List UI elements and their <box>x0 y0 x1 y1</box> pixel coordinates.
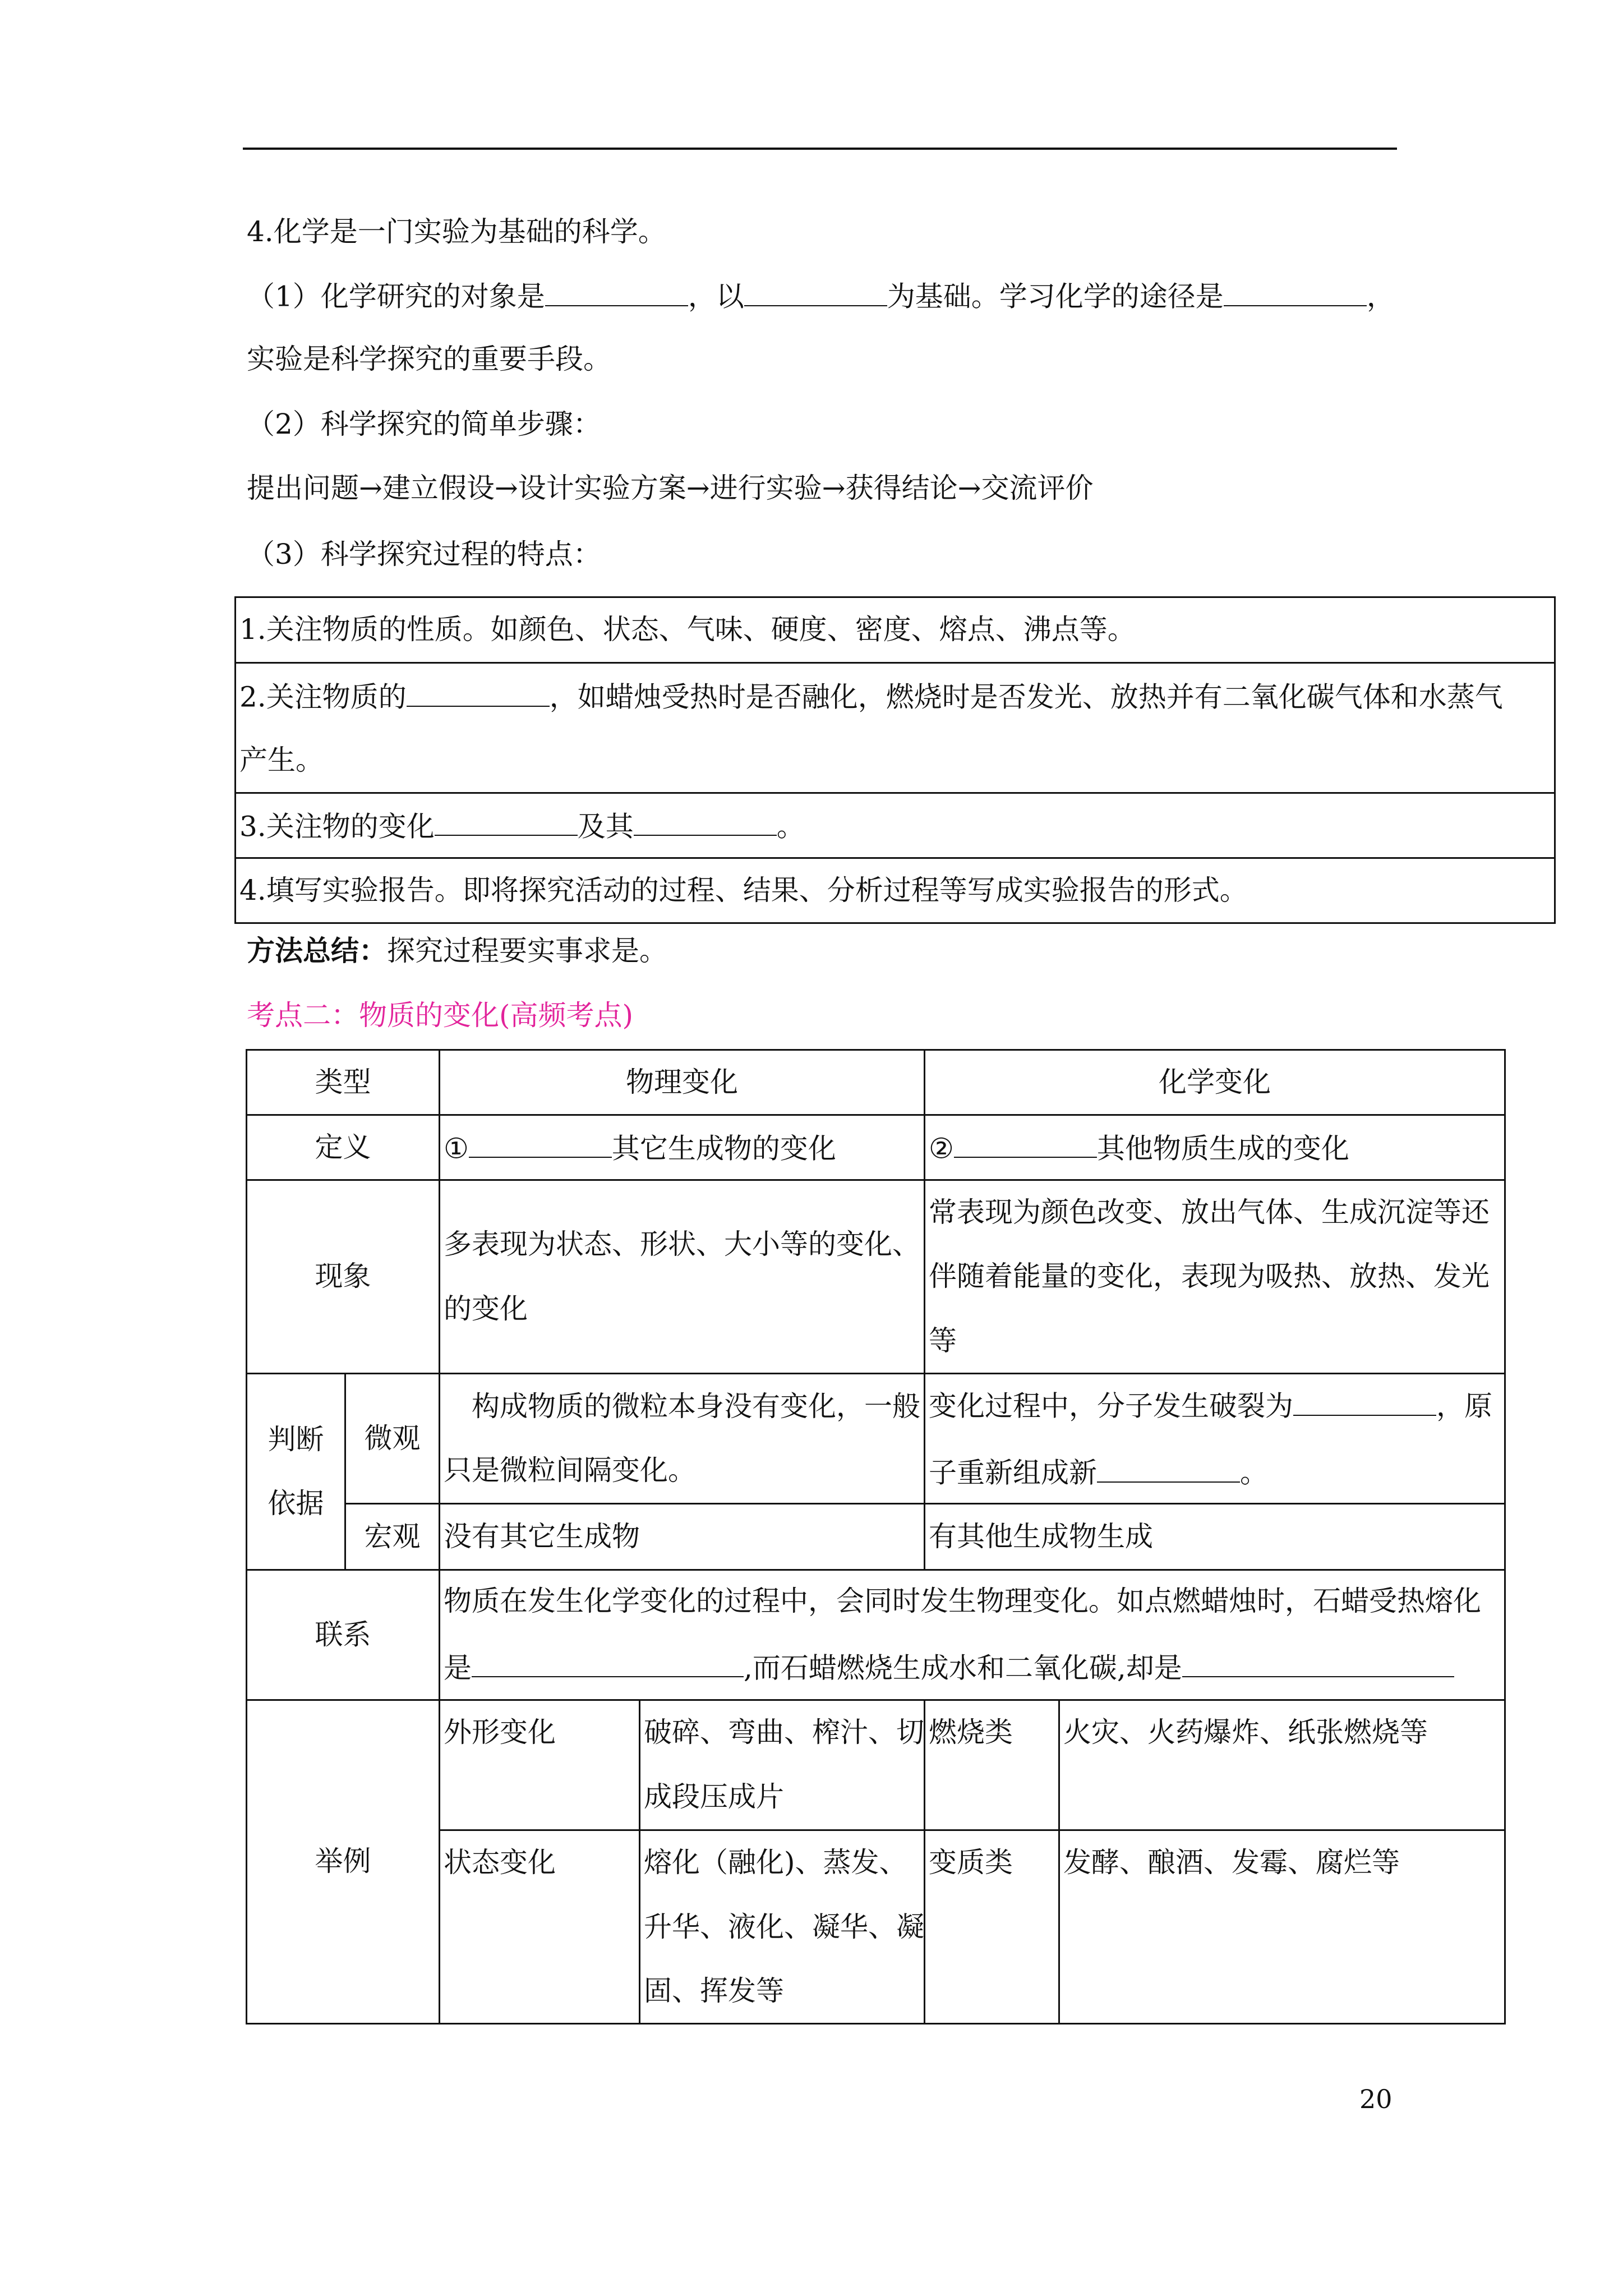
cell-line: 常表现为颜色改变、放出气体、生成沉淀等还 <box>929 1195 1490 1228</box>
text-span: 其他物质生成的变化 <box>1096 1132 1349 1165</box>
table-row <box>236 858 1555 923</box>
phenomenon-chemical <box>925 1180 1505 1374</box>
header-type: 类型 <box>247 1050 440 1115</box>
table-row <box>247 1504 1505 1570</box>
relation-label: 联系 <box>247 1570 440 1700</box>
micro-physical <box>440 1374 925 1504</box>
relation-text <box>440 1570 1505 1700</box>
intro-heading: 4.化学是一门实验为基础的科学。 <box>247 215 666 248</box>
features-table <box>234 596 1556 924</box>
macro-chemical: 有其他生成物生成 <box>925 1504 1505 1570</box>
blank-line <box>435 808 578 836</box>
blank-line <box>1182 1650 1454 1678</box>
blank-line <box>1224 278 1367 306</box>
micro-label: 微观 <box>345 1374 440 1504</box>
macro-physical: 没有其它生成物 <box>440 1504 925 1570</box>
definition-label: 定义 <box>247 1115 440 1180</box>
table-row <box>247 1570 1505 1700</box>
table-row <box>236 663 1555 793</box>
cell-line: 伴随着能量的变化，表现为吸热、放热、发光 <box>929 1260 1490 1293</box>
text-span: 为基础。学习化学的途径是 <box>887 280 1224 313</box>
intro-line-3: 实验是科学探究的重要手段。 <box>247 343 611 375</box>
blank-line <box>744 278 887 306</box>
example-burn-label: 燃烧类 <box>925 1700 1059 1830</box>
blank-line <box>1097 1455 1240 1483</box>
blank-line <box>469 1130 612 1158</box>
example-shape-label: 外形变化 <box>440 1700 640 1830</box>
change-table <box>246 1049 1506 2024</box>
table-row <box>247 1115 1505 1180</box>
table-row <box>247 1050 1505 1115</box>
cell-line: 破碎、弯曲、榨汁、切 <box>644 1716 924 1749</box>
cell-line: 依据 <box>268 1487 324 1520</box>
basis-label <box>247 1374 345 1570</box>
phenomenon-label: 现象 <box>247 1180 440 1374</box>
example-deterioration-text: 发酵、酿酒、发霉、腐烂等 <box>1059 1830 1505 2024</box>
example-state-label: 状态变化 <box>440 1830 640 2024</box>
text-span: ，如蜡烛受热时是否融化，燃烧时是否发光、放热并有二氧化碳气体和水蒸气 <box>549 680 1503 714</box>
text-span: 。 <box>776 810 805 843</box>
blank-line <box>1293 1388 1436 1416</box>
definition-physical <box>440 1115 925 1180</box>
cell-line <box>929 1455 1501 1489</box>
blank-line <box>472 1650 744 1678</box>
text-span: 。 <box>1240 1456 1268 1489</box>
text-span: 3.关注物的变化 <box>239 810 435 843</box>
text-span: ，以 <box>688 280 744 313</box>
table-row <box>236 793 1555 858</box>
cell-line <box>239 679 1551 714</box>
text-span: ,而石蜡燃烧生成水和二氧化碳,却是 <box>744 1651 1182 1685</box>
section-title: 考点二：物质的变化(高频考点) <box>247 999 634 1032</box>
intro-question-1 <box>247 278 1395 314</box>
cell-line: 物质在发生化学变化的过程中，会同时发生物理变化。如点燃蜡烛时，石蜡受热熔化 <box>444 1585 1481 1618</box>
phenomenon-physical <box>440 1180 925 1374</box>
intro-question-2: （2）科学探究的简单步骤： <box>247 408 601 440</box>
text-span: 是 <box>444 1651 472 1685</box>
cell-line <box>444 1650 1501 1685</box>
blank-line <box>954 1130 1097 1158</box>
cell-line: 产生。 <box>239 744 324 777</box>
text-span: 变化过程中，分子发生破裂为 <box>929 1389 1293 1423</box>
header-physical: 物理变化 <box>440 1050 925 1115</box>
example-burn-text: 火灾、火药爆炸、纸张燃烧等 <box>1059 1700 1505 1830</box>
table-row <box>247 1374 1505 1504</box>
feature-2 <box>236 663 1555 793</box>
text-span: 其它生成物的变化 <box>611 1132 836 1165</box>
table-row <box>247 1700 1505 1830</box>
table-row <box>247 1180 1505 1374</box>
intro-question-3: （3）科学探究过程的特点： <box>247 538 601 570</box>
cell-line: 熔化（融化)、蒸发、 <box>644 1846 907 1879</box>
text-span: ， <box>1366 280 1395 313</box>
macro-label: 宏观 <box>345 1504 440 1570</box>
feature-3 <box>236 793 1555 858</box>
method-label: 方法总结： <box>247 934 387 967</box>
method-text: 探究过程要实事求是。 <box>387 935 667 967</box>
blank-line <box>545 278 688 306</box>
text-span: ，原 <box>1436 1389 1492 1423</box>
cell-line <box>929 1388 1501 1423</box>
header-rule <box>243 148 1397 150</box>
cell-line: 多表现为状态、形状、大小等的变化、 <box>444 1228 920 1260</box>
feature-1: 1.关注物质的性质。如颜色、状态、气味、硬度、密度、熔点、沸点等。 <box>236 597 1555 663</box>
header-chemical: 化学变化 <box>925 1050 1505 1115</box>
cell-line: 判断 <box>268 1423 324 1456</box>
cell-line: 升华、液化、凝华、凝 <box>644 1910 924 1943</box>
blank-line <box>634 808 777 836</box>
example-state-text <box>640 1830 925 2024</box>
text-span: 2.关注物质的 <box>239 680 407 714</box>
feature-4: 4.填写实验报告。即将探究活动的过程、结果、分析过程等写成实验报告的形式。 <box>236 858 1555 923</box>
text-span: ② <box>929 1132 954 1165</box>
table-row <box>236 597 1555 663</box>
definition-chemical <box>925 1115 1505 1180</box>
text-span: 及其 <box>577 810 634 843</box>
blank-line <box>407 679 550 707</box>
example-shape-text <box>640 1700 925 1830</box>
example-deterioration-label: 变质类 <box>925 1830 1059 2024</box>
page-number: 20 <box>1359 2084 1393 2114</box>
inquiry-steps: 提出问题→建立假设→设计实验方案→进行实验→获得结论→交流评价 <box>247 472 1094 504</box>
micro-chemical <box>925 1374 1505 1504</box>
text-span: 子重新组成新 <box>929 1456 1097 1489</box>
example-label: 举例 <box>247 1700 440 2024</box>
cell-line: 的变化 <box>444 1292 528 1325</box>
cell-line: 只是微粒间隔变化。 <box>444 1454 696 1487</box>
text-span: （1）化学研究的对象是 <box>247 280 545 313</box>
cell-line: 等 <box>929 1324 957 1357</box>
cell-line: 构成物质的微粒本身没有变化，一般 <box>472 1389 920 1423</box>
cell-line: 固、挥发等 <box>644 1975 784 2007</box>
cell-line: 成段压成片 <box>644 1780 784 1813</box>
text-span: ① <box>444 1132 469 1165</box>
method-summary <box>247 934 667 968</box>
